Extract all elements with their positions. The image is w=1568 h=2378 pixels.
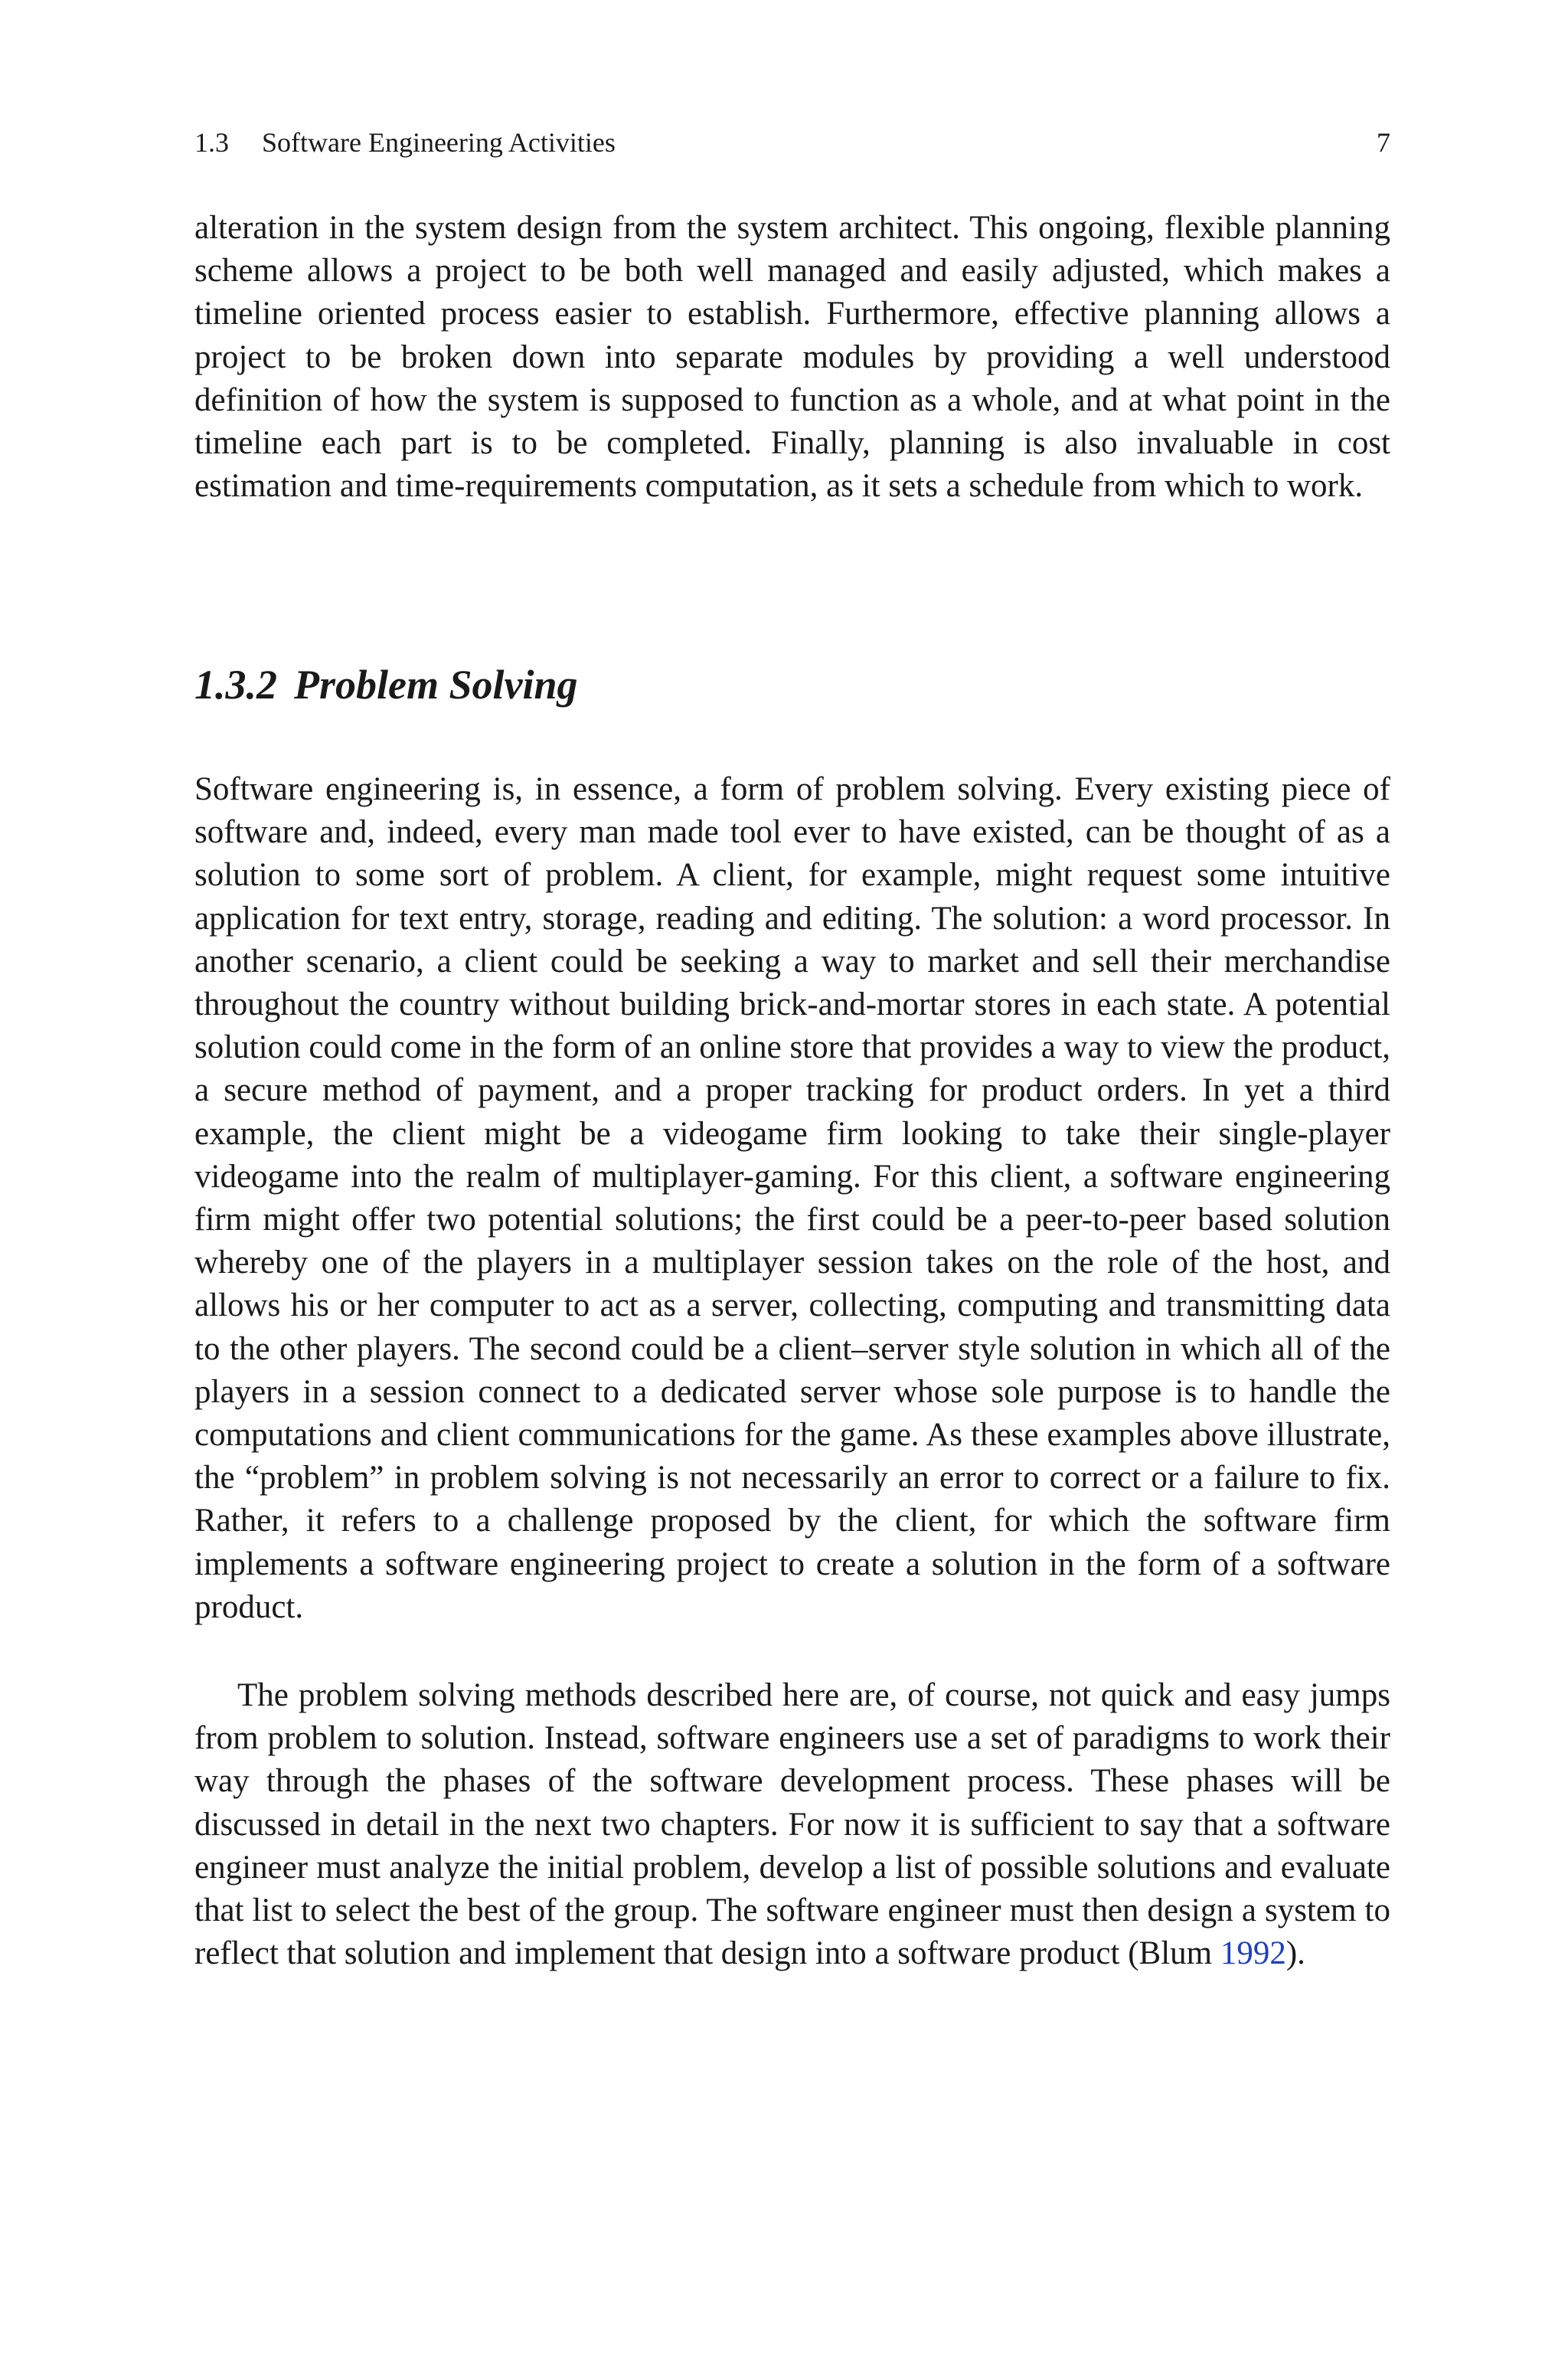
paragraph-problem-solving-intro: Software engineering is, in essence, a form of problem solving. Every existing piece of software and, indeed, every man made tool ever to have existed, can be thought of as a solution to some sort of problem. A client, for example, might request some intuitive application for text entry, storage, reading and editing. The solution: a word processor. In another scenario, a client could be seeking a way to market and sell their merchandise throughout the country without building brick-and-mortar stores in each state. A potential solution could come in the form of an online store that provides a way to view the product, a secure method of payment, and a proper tracking for product orders. In yet a third example, the client might be a videogame firm looking to take their single-player videogame into the realm of multiplayer-gaming. For this client, a software engineering firm might offer two potential solutions; the first could be a peer-to-peer based solution whereby one of the players in a multiplayer session takes on the role of the host, and allows his or her computer to act as a server, collecting, computing and transmitting data to the other players. The second could be a client–server style solution in which all of the players in a session connect to a dedicated server whose sole purpose is to handle the computations and client communications for the game. As these examples above illustrate, the “problem” in problem solving is not necessarily an error to correct or a failure to fix. Rather, it refers to a challenge proposed by the client, for which the software firm implements a software engineering project to create a solution in the form of a software product. — [194, 771, 1390, 1625]
section-number: 1.3.2 — [194, 662, 277, 708]
running-head-section-number: 1.3 — [194, 127, 229, 158]
paragraph-3-text: The problem solving methods described here are, of course, not quick and easy jumps from problem to solution. Instead, software engineers use a set of paradigms to work their way through the phases of the software development process. These phases will be discussed in detail in the next two chapters. For now it is sufficient to say that a software engineer must analyze the initial problem, develop a list of possible solutions and evaluate that list to select the best of the group. The software engineer must then design a system to reflect that solution and implement that design into a software product (Blum — [194, 1677, 1390, 1972]
section-title: Problem Solving — [294, 662, 578, 708]
running-head — [194, 124, 1390, 161]
running-head-section-title: Software Engineering Activities — [262, 127, 616, 158]
citation-link-blum-1992[interactable]: 1992 — [1220, 1935, 1286, 1972]
paragraph-problem-solving-methods — [194, 1674, 1390, 1975]
paragraph-planning-continued: alteration in the system design from the system architect. This ongoing, flexible planning scheme allows a project to be both well managed and easily adjusted, which makes a timeline oriented process easier to establish. Furthermore, effective planning allows a project to be broken down into separate modules by providing a well understood definition of how the system is supposed to function as a whole, and at what point in the timeline each part is to be completed. Finally, planning is also invaluable in cost estimation and time-requirements computation, as it sets a schedule from which to work. — [194, 210, 1390, 505]
page-number: 7 — [1377, 127, 1390, 158]
paragraph-3-end: ). — [1285, 1935, 1305, 1972]
running-head-section — [194, 124, 616, 161]
section-heading — [194, 660, 1390, 709]
